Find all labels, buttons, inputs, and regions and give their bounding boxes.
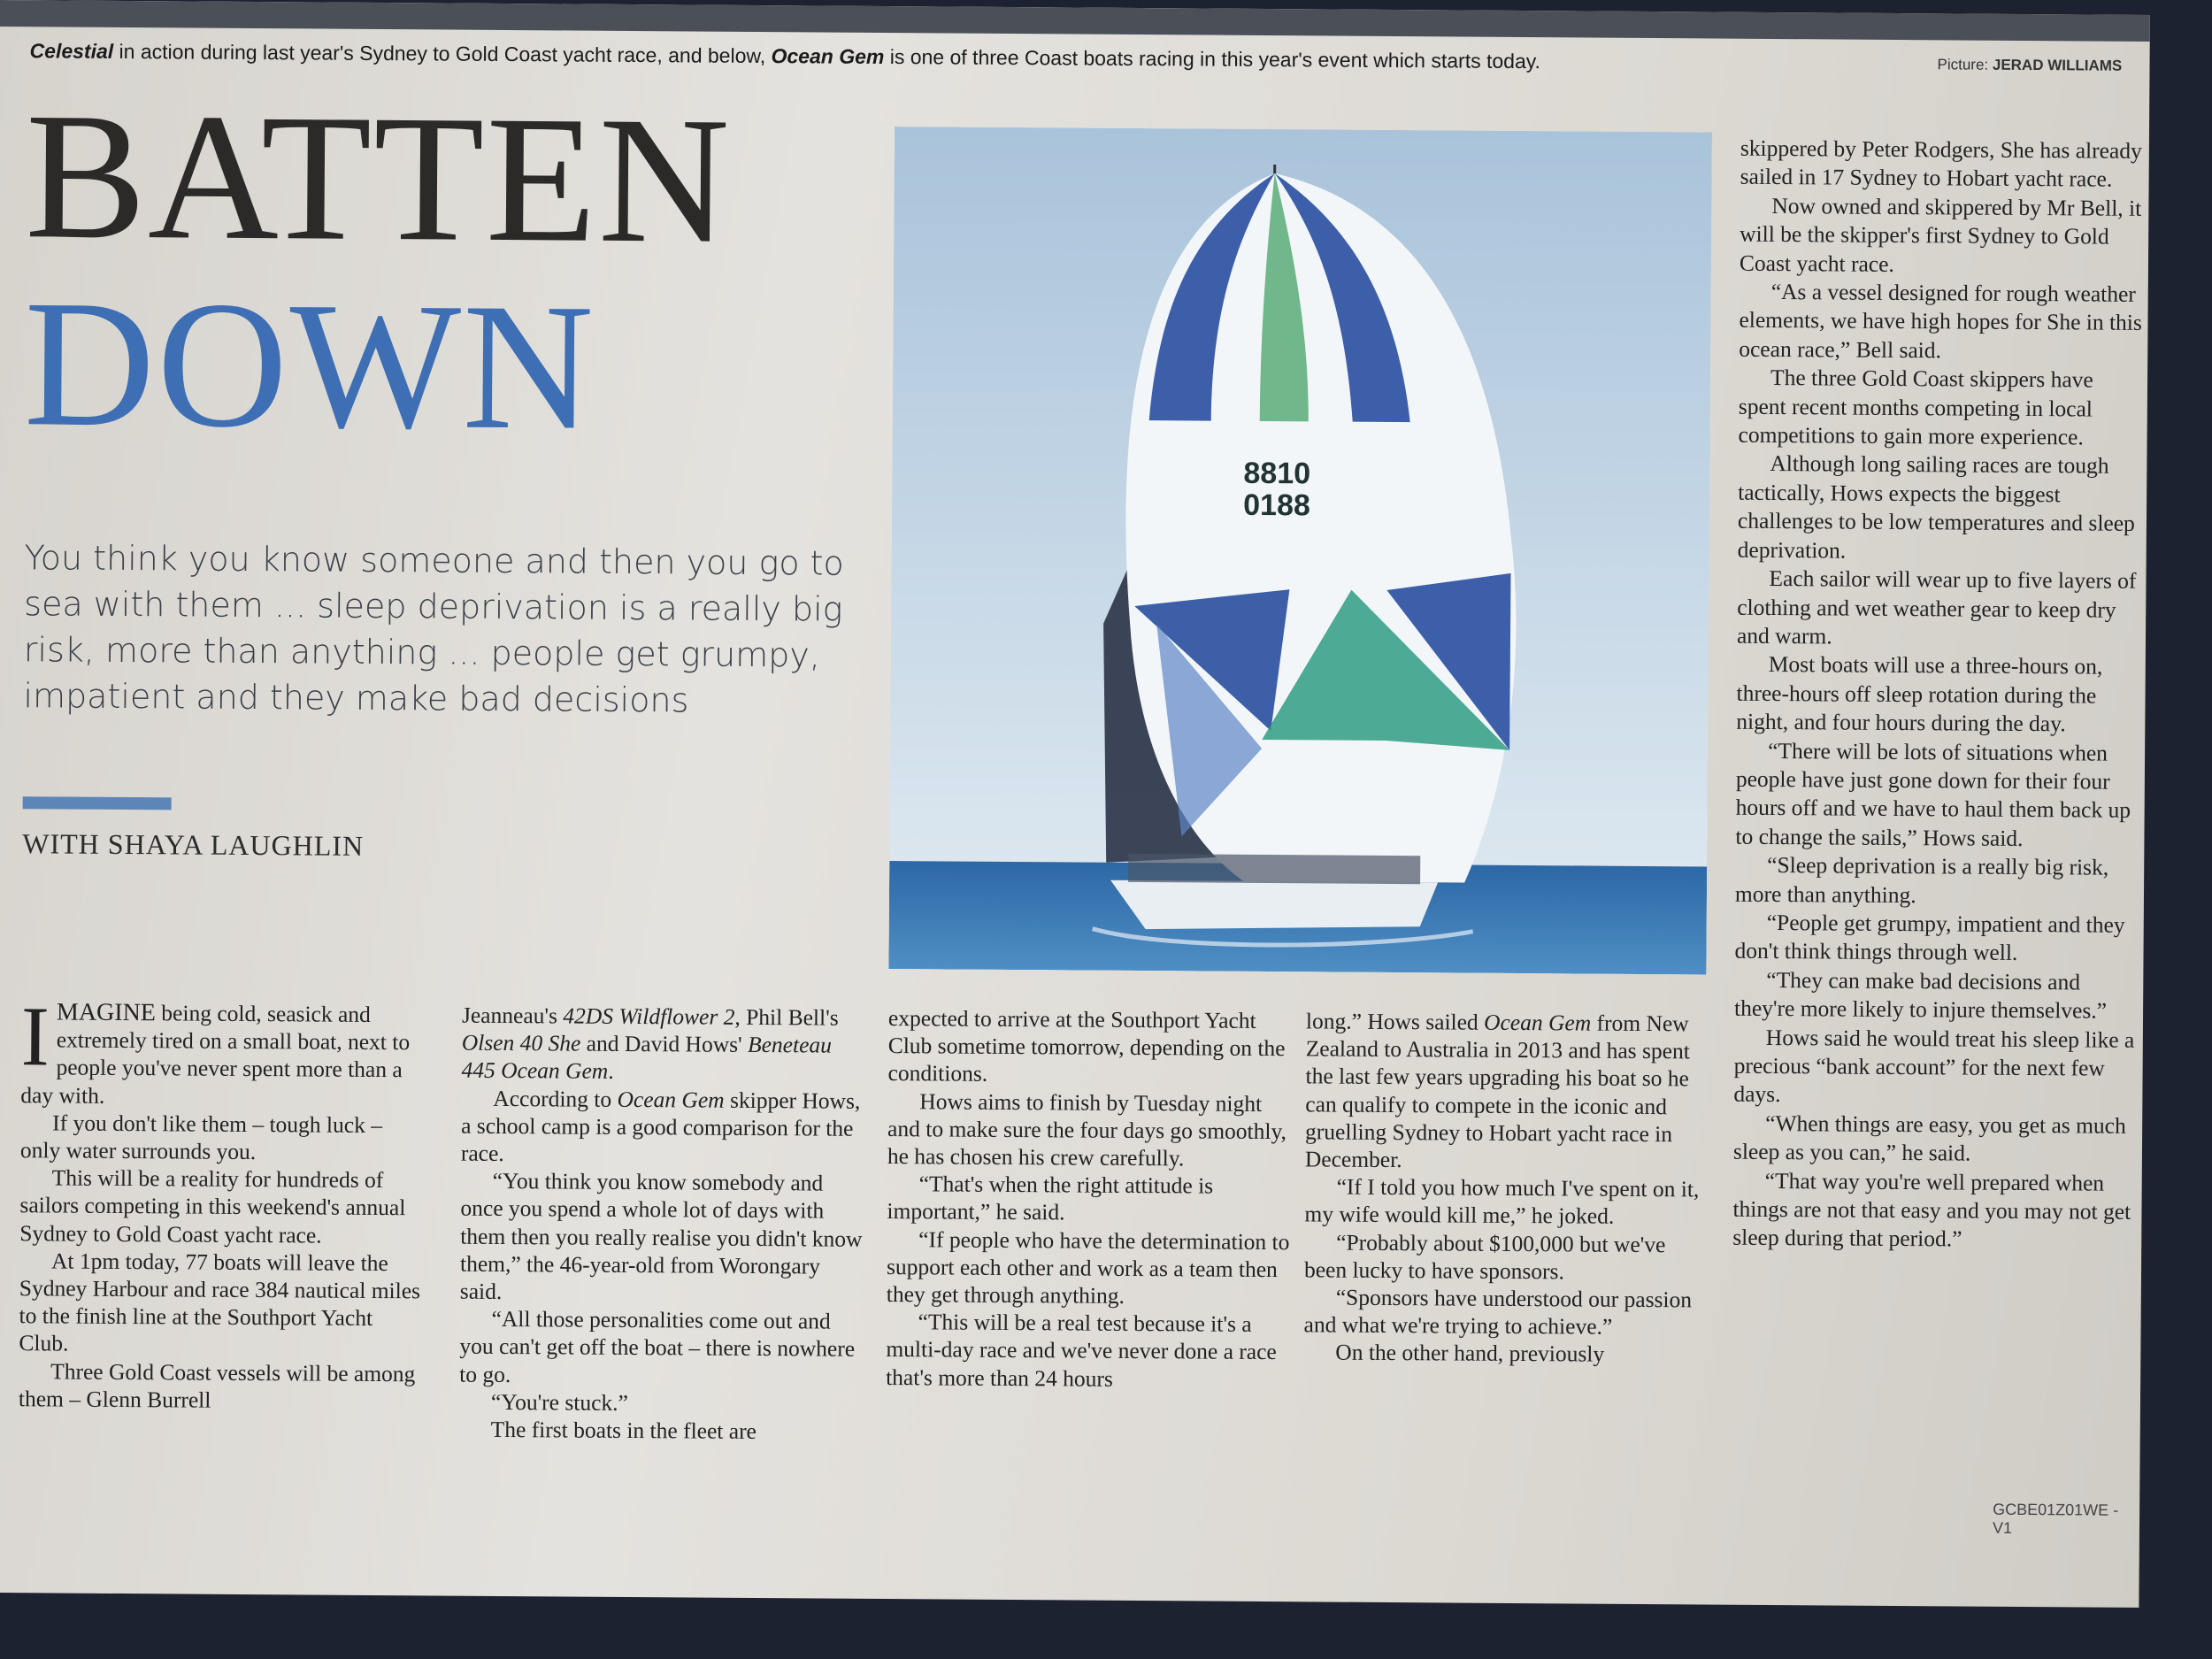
col5-para-10: “People get grumpy, impatient and they don't think things through well. xyxy=(1734,909,2125,966)
col2-para-1: Jeanneau's 42DS Wildflower 2, Phil Bell's Olsen 40 She and David Hows' Beneteau 445 Ocean Gem. xyxy=(461,1002,839,1085)
col5-para-4: The three Gold Coast skippers have spent recent months competing in local competitions to gain more experience. xyxy=(1738,365,2093,450)
photo-credit-name: JERAD WILLIAMS xyxy=(1992,56,2123,74)
col5-para-8: “There will be lots of situations when people have just gone down for their four hours off and we have to haul them back up to change the sails,” Hows said. xyxy=(1735,737,2131,851)
sail-number-1: 8810 xyxy=(1243,456,1311,491)
headline-line-2: DOWN xyxy=(23,263,596,468)
col1-para-2: If you don't like them – tough luck – only water surrounds you. xyxy=(19,1110,383,1165)
col3-para-1: expected to arrive at the Southport Yacht Club sometime tomorrow, depending on the conditions. xyxy=(887,1005,1286,1087)
col5-para-7: Most boats will use a three-hours on, three-hours off sleep rotation during the night, and four hours during the day. xyxy=(1736,651,2103,737)
byline: WITH SHAYA LAUGHLIN xyxy=(22,827,365,862)
col4-para-3: “Probably about $100,000 but we've been lucky to have sponsors. xyxy=(1303,1229,1666,1285)
col3-para-2: Hows aims to finish by Tuesday night and to make sure the four days go smoothly, he has chosen his crew carefully. xyxy=(887,1087,1287,1171)
article-column-5 xyxy=(1732,134,2147,1256)
byline-bar xyxy=(23,796,172,810)
col5-para-1: skippered by Peter Rodgers, She has already sailed in 17 Sydney to Hobart yacht race. xyxy=(1740,134,2142,193)
crew xyxy=(1128,854,1420,884)
yacht-illustration xyxy=(888,127,1712,974)
col4-para-2: “If I told you how much I've spent on it, my wife would kill me,” he joked. xyxy=(1304,1173,1700,1230)
col5-para-11: “They can make bad decisions and they're more likely to injure themselves.” xyxy=(1733,966,2108,1024)
top-dark-band xyxy=(0,0,2150,42)
col5-para-12: Hows said he would treat his sleep like a precious “bank account” for the next few days. xyxy=(1733,1024,2135,1108)
col3-para-3: “That's when the right attitude is important,” he said. xyxy=(887,1171,1214,1225)
col5-para-3: “As a vessel designed for rough weather elements, we have high hopes for She in this ocean race,” Bell said. xyxy=(1739,279,2142,364)
col4-para-1: long.” Hows sailed Ocean Gem from New Zealand to Australia in 2013 and has spent the last few years upgrading his boat so he can qualify to compete in the iconic and gruelling Sydney to Hobart yacht race in December. xyxy=(1304,1008,1690,1173)
col5-para-14: “That way you're well prepared when things are not that easy and you may not get sleep during that period.” xyxy=(1732,1167,2131,1252)
caption-text-1: in action during last year's Sydney to Gold Coast yacht race, and below, xyxy=(113,39,772,68)
col4-para-4: “Sponsors have understood our passion and what we're trying to achieve.” xyxy=(1303,1284,1693,1340)
col5-para-9: “Sleep deprivation is a really big risk, more than anything. xyxy=(1734,852,2109,908)
col1-para-3: This will be a reality for hundreds of sailors competing in this weekend's annual Sydney to Gold Coast yacht race. xyxy=(19,1164,406,1248)
col5-para-2: Now owned and skippered by Mr Bell, it will be the skipper's first Sydney to Gold Coast yacht race. xyxy=(1739,192,2142,277)
photo-credit xyxy=(1937,56,2122,74)
col5-para-5: Although long sailing races are tough tactically, Hows expects the biggest challenges to be low temperatures and sleep deprivation. xyxy=(1737,450,2135,564)
col2-para-5: “You're stuck.” xyxy=(490,1388,629,1416)
col4-para-5: On the other hand, previously xyxy=(1335,1340,1605,1368)
col2-para-3: “You think you know somebody and once you spend a whole lot of days with them then you really realise you didn't know them,” the 46-year-old from Worongary said. xyxy=(459,1168,863,1305)
article-column-4 xyxy=(1303,1007,1713,1369)
article-column-1 xyxy=(18,988,428,1415)
col1-para-4: At 1pm today, 77 boats will leave the Sydney Harbour and race 384 nautical miles to the finish line at the Southport Yacht Club. xyxy=(19,1248,421,1357)
col2-para-6: The first boats in the fleet are xyxy=(490,1416,757,1445)
photo-caption xyxy=(30,39,1747,75)
caption-boat-celestial: Celestial xyxy=(29,39,114,63)
lead-caps: MAGINE xyxy=(56,998,157,1027)
page-code: GCBE01Z01WE - V1 xyxy=(1992,1500,2119,1537)
caption-boat-ocean-gem: Ocean Gem xyxy=(771,44,885,68)
yacht-photo xyxy=(888,127,1712,974)
col2-para-4: “All those personalities come out and you can't get off the boat – there is nowhere to go. xyxy=(459,1306,856,1387)
article-column-2 xyxy=(459,1002,869,1446)
standfirst: You think you know someone and then you go to sea with them ... sleep deprivation is a really big risk, more than anything ... people get grumpy, impatient and they make bad decisions xyxy=(23,538,844,720)
col1-para-1: IMAGINE being cold, seasick and extremely tired on a small boat, next to people you've never spent more than a day with. xyxy=(20,988,411,1109)
col5-para-6: Each sailor will wear up to five layers of clothing and wet weather gear to keep dry and warm. xyxy=(1736,565,2137,649)
col1-para-5: Three Gold Coast vessels will be among them – Glenn Burrell xyxy=(18,1358,416,1413)
article-column-3 xyxy=(886,1004,1295,1394)
photo-credit-label: Picture: xyxy=(1937,56,1993,73)
headline-line-1: BATTEN xyxy=(24,75,733,281)
drop-cap: I xyxy=(20,988,50,1084)
col5-para-13: “When things are easy, you get as much sleep as you can,” he said. xyxy=(1732,1110,2126,1166)
col3-para-4: “If people who have the determination to support each other and work as a team then they get through anything. xyxy=(886,1225,1290,1309)
col3-para-5: “This will be a real test because it's a multi-day race and we've never done a race that's more than 24 hours xyxy=(886,1309,1277,1392)
col2-para-2: According to Ocean Gem skipper Hows, a school camp is a good comparison for the race. xyxy=(460,1085,861,1167)
caption-text-2: is one of three Coast boats racing in this year's event which starts today. xyxy=(884,44,1541,73)
sail-number-2: 0188 xyxy=(1243,488,1311,523)
hull xyxy=(1110,880,1438,932)
